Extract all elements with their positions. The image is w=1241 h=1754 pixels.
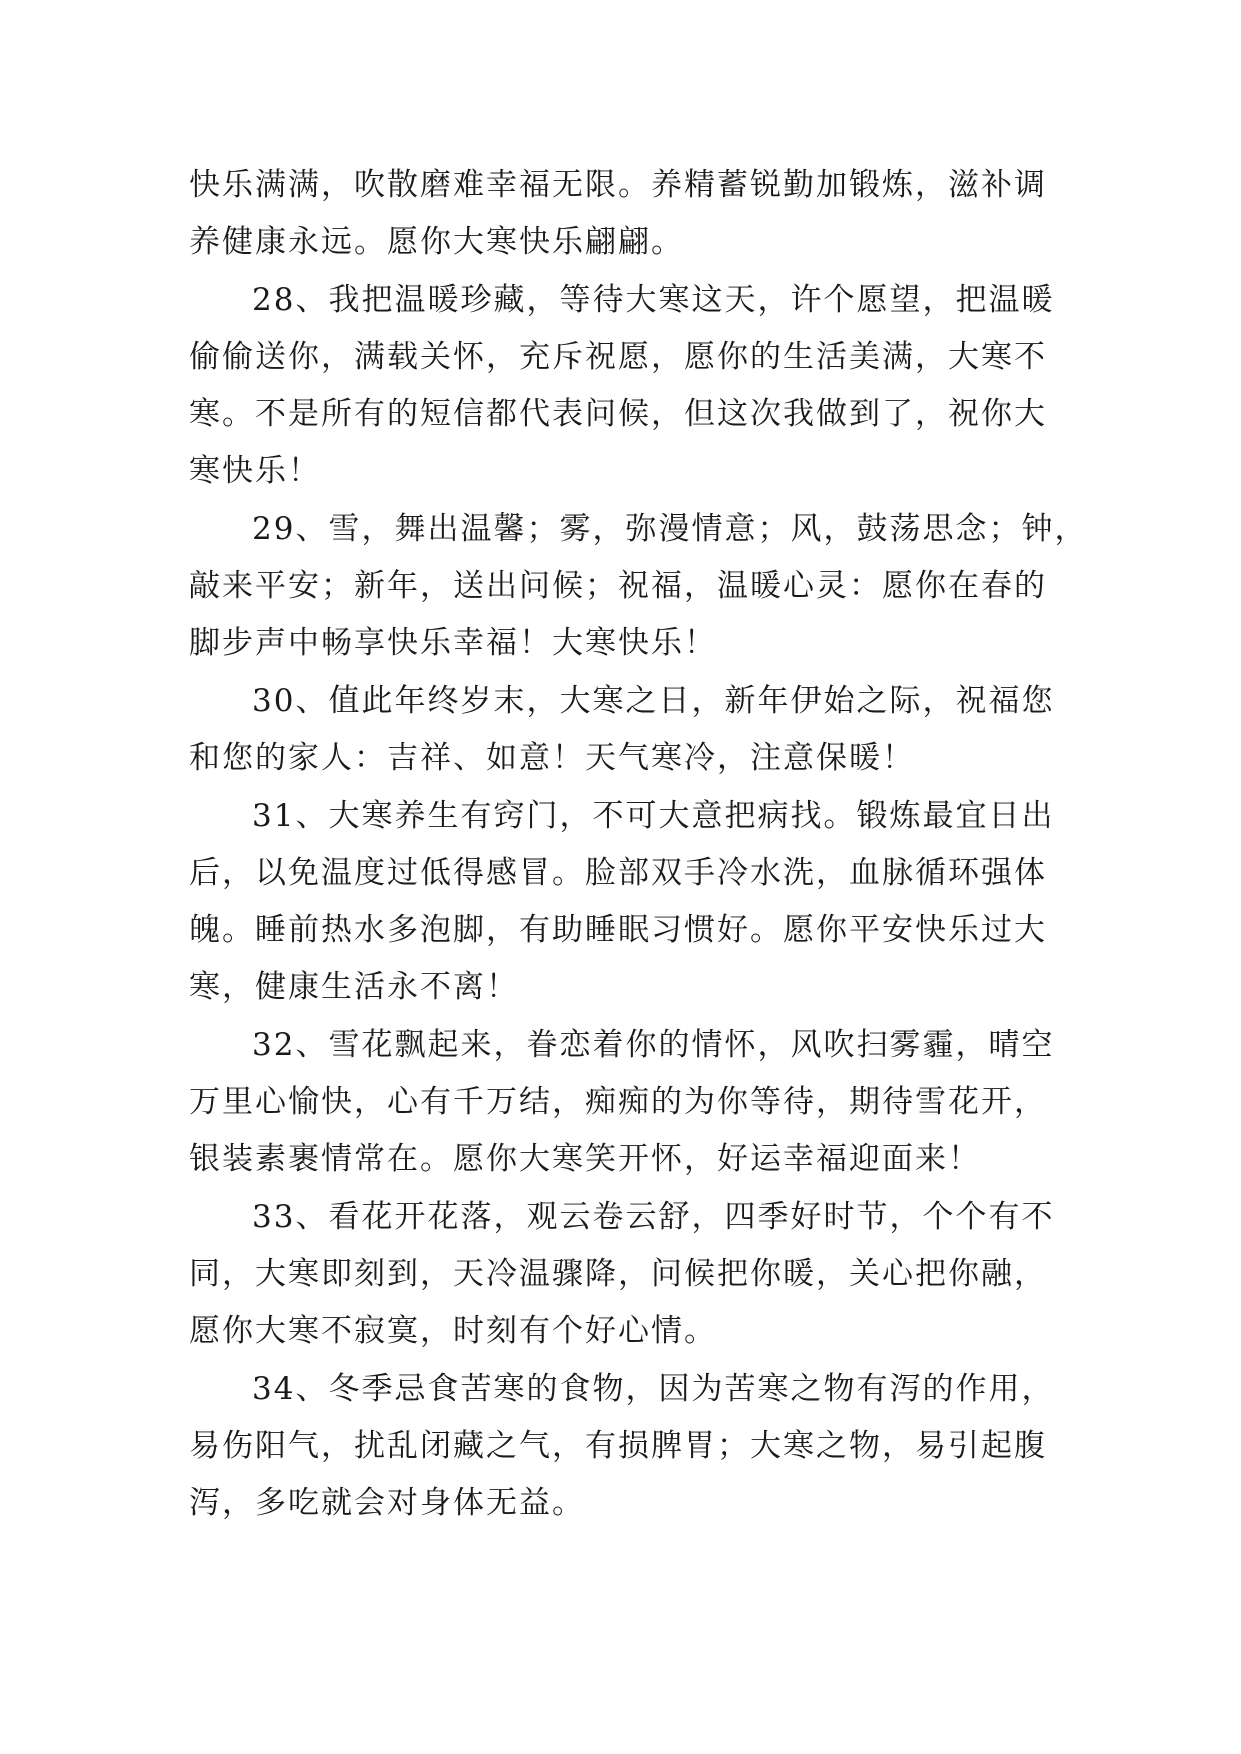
paragraph-31-start: 31、大寒养生有窍门，不可大意把病找。锻炼最宜日出 [252, 798, 1055, 834]
text-line: 后，以免温度过低得感冒。脸部双手冷水洗，血脉循环强体 [189, 855, 1047, 891]
text-line: 银装素裹情常在。愿你大寒笑开怀，好运幸福迎面来！ [189, 1141, 981, 1177]
text-line: 万里心愉快，心有千万结，痴痴的为你等待，期待雪花开， [189, 1084, 1047, 1120]
text-line: 泻，多吃就会对身体无益。 [189, 1485, 585, 1521]
text-line: 同，大寒即刻到，天冷温骤降，问候把你暖，关心把你融， [189, 1256, 1047, 1292]
paragraph-30-start: 30、值此年终岁末，大寒之日，新年伊始之际，祝福您 [252, 683, 1055, 719]
text-line: 易伤阳气，扰乱闭藏之气，有损脾胃；大寒之物，易引起腹 [189, 1428, 1047, 1464]
text-line: 偷偷送你，满载关怀，充斥祝愿，愿你的生活美满，大寒不 [189, 339, 1047, 375]
paragraph-34-start: 34、冬季忌食苦寒的食物，因为苦寒之物有泻的作用， [252, 1371, 1055, 1407]
text-line: 和您的家人：吉祥、如意！天气寒冷，注意保暖！ [189, 740, 915, 776]
text-line: 敲来平安；新年，送出问候；祝福，温暖心灵：愿你在春的 [189, 568, 1047, 604]
text-line: 脚步声中畅享快乐幸福！大寒快乐！ [189, 625, 717, 661]
text-line: 养健康永远。愿你大寒快乐翩翩。 [189, 224, 684, 260]
paragraph-33-start: 33、看花开花落，观云卷云舒，四季好时节，个个有不 [252, 1199, 1055, 1235]
text-line: 寒，健康生活永不离！ [189, 969, 519, 1005]
text-line: 寒。不是所有的短信都代表问候，但这次我做到了，祝你大 [189, 396, 1047, 432]
paragraph-32-start: 32、雪花飘起来，眷恋着你的情怀，风吹扫雾霾，晴空 [252, 1027, 1055, 1063]
paragraph-29-start: 29、雪，舞出温馨；雾，弥漫情意；风，鼓荡思念；钟， [252, 511, 1088, 547]
text-line: 愿你大寒不寂寞，时刻有个好心情。 [189, 1313, 717, 1349]
text-line: 魄。睡前热水多泡脚，有助睡眠习惯好。愿你平安快乐过大 [189, 912, 1047, 948]
paragraph-28-start: 28、我把温暖珍藏，等待大寒这天，许个愿望，把温暖 [252, 282, 1055, 318]
text-line: 快乐满满，吹散磨难幸福无限。养精蓄锐勤加锻炼，滋补调 [189, 167, 1047, 203]
text-line: 寒快乐！ [189, 453, 321, 489]
